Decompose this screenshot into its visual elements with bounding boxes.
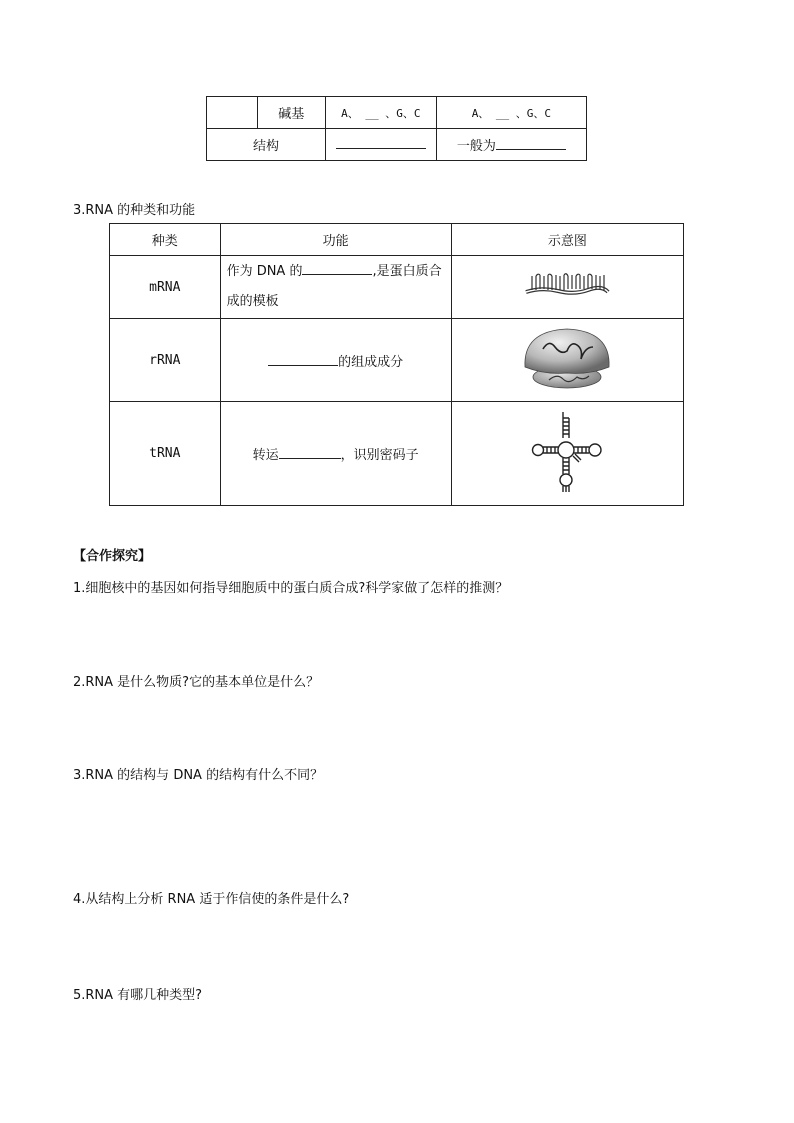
function-mrna (220, 256, 451, 319)
mrna-diagram (522, 270, 612, 300)
table-row (110, 256, 684, 319)
fill-blank[interactable] (268, 353, 338, 366)
question-2: 2.RNA 是什么物质?它的基本单位是什么？ (73, 675, 320, 690)
type-trna: tRNA (110, 402, 221, 506)
function-rrna (220, 319, 451, 402)
diagram-cell (451, 402, 683, 506)
coop-heading: 【合作探究】 (73, 549, 152, 564)
question-5: 5.RNA 有哪几种类型? (73, 988, 203, 1003)
base-label: 碱基 (257, 97, 325, 129)
base-structure-table (206, 96, 587, 161)
header-diagram: 示意图 (451, 224, 683, 256)
table-row (207, 97, 587, 129)
rna-types-table (109, 223, 684, 506)
func-text: 的组成成分 (338, 354, 404, 370)
question-4: 4.从结构上分析 RNA 适于作信使的条件是什么? (73, 892, 350, 907)
table-row (207, 129, 587, 161)
func-text: ,是蛋白质合 (372, 264, 442, 279)
table-header-row (110, 224, 684, 256)
func-text: 成的模板 (226, 294, 279, 309)
header-type: 种类 (110, 224, 221, 256)
diagram-cell (451, 319, 683, 402)
dna-bases: A、 __ 、G、C (325, 97, 436, 129)
fill-blank[interactable] (302, 262, 372, 275)
table-row (110, 402, 684, 506)
dna-structure-cell (325, 129, 436, 161)
func-text: 转运 (252, 448, 279, 463)
ribosome-diagram (519, 325, 615, 391)
structure-label: 结构 (207, 129, 326, 161)
rna-structure-cell (436, 129, 586, 161)
type-mrna: mRNA (110, 256, 221, 319)
function-trna (220, 402, 451, 506)
type-rrna: rRNA (110, 319, 221, 402)
fill-blank[interactable] (496, 137, 566, 150)
table-row (110, 319, 684, 402)
question-3: 3.RNA 的结构与 DNA 的结构有什么不同？ (73, 768, 324, 783)
diagram-cell (451, 256, 683, 319)
fill-blank[interactable] (336, 136, 426, 149)
empty-cell (207, 97, 258, 129)
question-1: 1.细胞核中的基因如何指导细胞质中的蛋白质合成?科学家做了怎样的推测？ (73, 581, 509, 596)
header-function: 功能 (220, 224, 451, 256)
func-text: ，识别密码子 (340, 448, 419, 463)
rna-bases: A、 __ 、G、C (436, 97, 586, 129)
func-text: 作为 DNA 的 (226, 264, 303, 279)
section-title: 3.RNA 的种类和功能 (73, 203, 196, 218)
rna-structure-prefix: 一般为 (456, 139, 496, 154)
fill-blank[interactable] (279, 446, 341, 459)
trna-cloverleaf-diagram (529, 410, 605, 494)
